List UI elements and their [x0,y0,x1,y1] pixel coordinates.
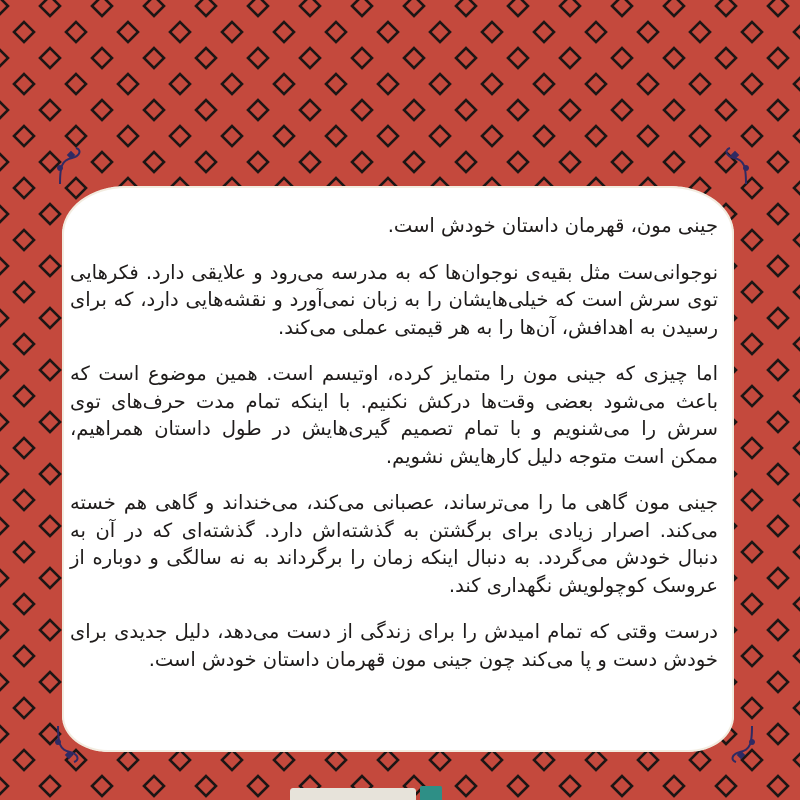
publisher-logo-icon [420,786,442,800]
corner-ornament-icon [712,724,762,764]
paragraph-hope: درست وقتی که تمام امیدش را برای زندگی از دست می‌دهد، دلیل جدیدی برای خودش دست و پا می‌کند چون جینی مون قهرمان داستان خودش است. [70,620,718,671]
paragraph-intro: جینی مون، قهرمان داستان خودش است. [387,214,718,237]
back-cover-text [70,212,718,692]
corner-ornament-icon [48,724,98,764]
corner-ornament-icon [50,146,100,186]
publisher-strip [290,788,416,800]
paragraph-teen: نوجوانی‌ست مثل بقیه‌ی نوجوان‌ها که به مدرسه می‌رود و علایقی دارد. فکرهایی توی سرش است که خیلی‌هایشان را به زبان نمی‌آورد و نقشه‌هایی دارد، که برای رسیدن به اهدافش، آن‌ها را به هر قیمتی عملی می‌کند. [70,260,718,339]
paragraph-past: جینی مون گاهی ما را می‌ترساند، عصبانی می‌کند، می‌خنداند و گاهی هم خسته می‌کند. اصرار زیادی برای برگشتن به گذشته‌اش دارد. گذشته‌ای که در آن به دنبال خودش می‌گردد. به دنبال اینکه زمان را برگرداند به نه سالگی و دوباره از عروسک کوچولویش نگهداری کند. [70,491,718,597]
corner-ornament-icon [706,146,756,186]
paragraph-autism: اما چیزی که جینی مون را متمایز کرده، اوتیسم است. همین موضوع است که باعث می‌شود بعضی وقت‌ها درکش نکنیم. با اینکه تمام مدت حرف‌های توی سرش را می‌شنویم و با تمام تصمیم گیری‌هایش در طول داستان همراهیم، ممکن است متوجه دلیل کارهایش نشویم. [70,362,718,468]
